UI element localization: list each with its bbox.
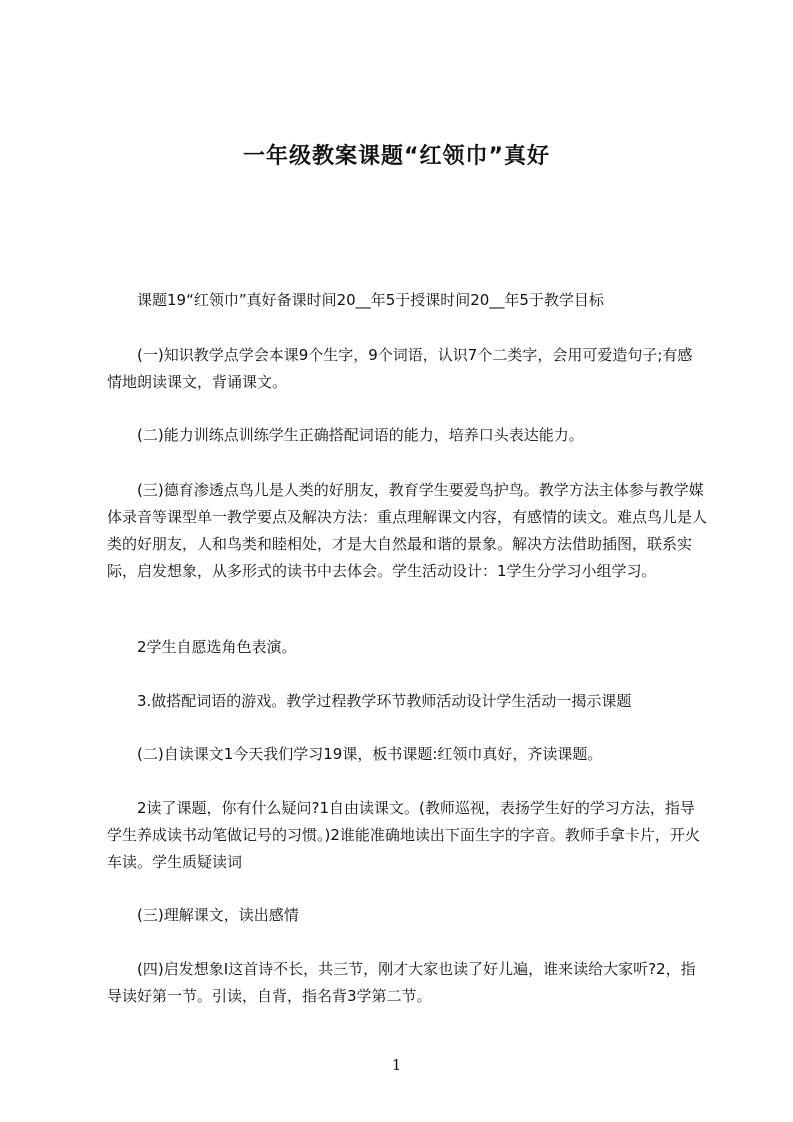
paragraph-moral-goals: (三)德育渗透点鸟儿是人类的好朋友，教育学生要爱鸟护鸟。教学方法主体参与教学媒体录音等课型单一教学要点及解决方法：重点理解课文内容，有感情的读文。难点鸟儿是人类的好朋友，人和鸟类和睦相处，才是大自然最和谐的景象。解决方法借助插图，联系实际，启发想象，从多形式的读书中去体会。学生活动设计：1学生分学习小组学习。	[107, 481, 708, 580]
paragraph-lesson-info: 课题19“红领巾”真好备课时间20__年5于授课时间20__年5于教学目标	[137, 291, 604, 309]
paragraph-activity-2: 2学生自愿选角色表演。	[137, 638, 297, 656]
page-number: 1	[391, 1056, 402, 1074]
paragraph-activity-3: 3.做搭配词语的游戏。教学过程教学环节教师活动设计学生活动一揭示课题	[137, 692, 632, 710]
document-title: 一年级教案课题“红领巾”真好	[243, 144, 550, 169]
paragraph-imagination: (四)启发想象I这首诗不长，共三节，刚才大家也读了好儿遍，谁来读给大家听?2，指导读好第一节。引读，自背，指名背3学第二节。	[107, 960, 696, 1005]
paragraph-knowledge-goals: (一)知识教学点学会本课9个生字，9个词语，认识7个二类字，会用可爱造句子;有感情地朗读课文，背诵课文。	[107, 346, 693, 391]
paragraph-understanding: (三)理解课文，读出感情	[137, 906, 299, 924]
paragraph-self-reading: (二)自读课文1今天我们学习19课，板书课题:红领巾真好，齐读课题。	[137, 745, 603, 763]
paragraph-questions: 2读了课题，你有什么疑问?1自由读课文。(教师巡视，表扬学生好的学习方法，指导学生养成读书动笔做记号的习惯。)2谁能准确地读出下面生字的字音。教师手拿卡片，开火车读。学生质疑读词	[107, 799, 700, 871]
paragraph-ability-goals: (二)能力训练点训练学生正确搭配词语的能力，培养口头表达能力。	[137, 426, 584, 444]
